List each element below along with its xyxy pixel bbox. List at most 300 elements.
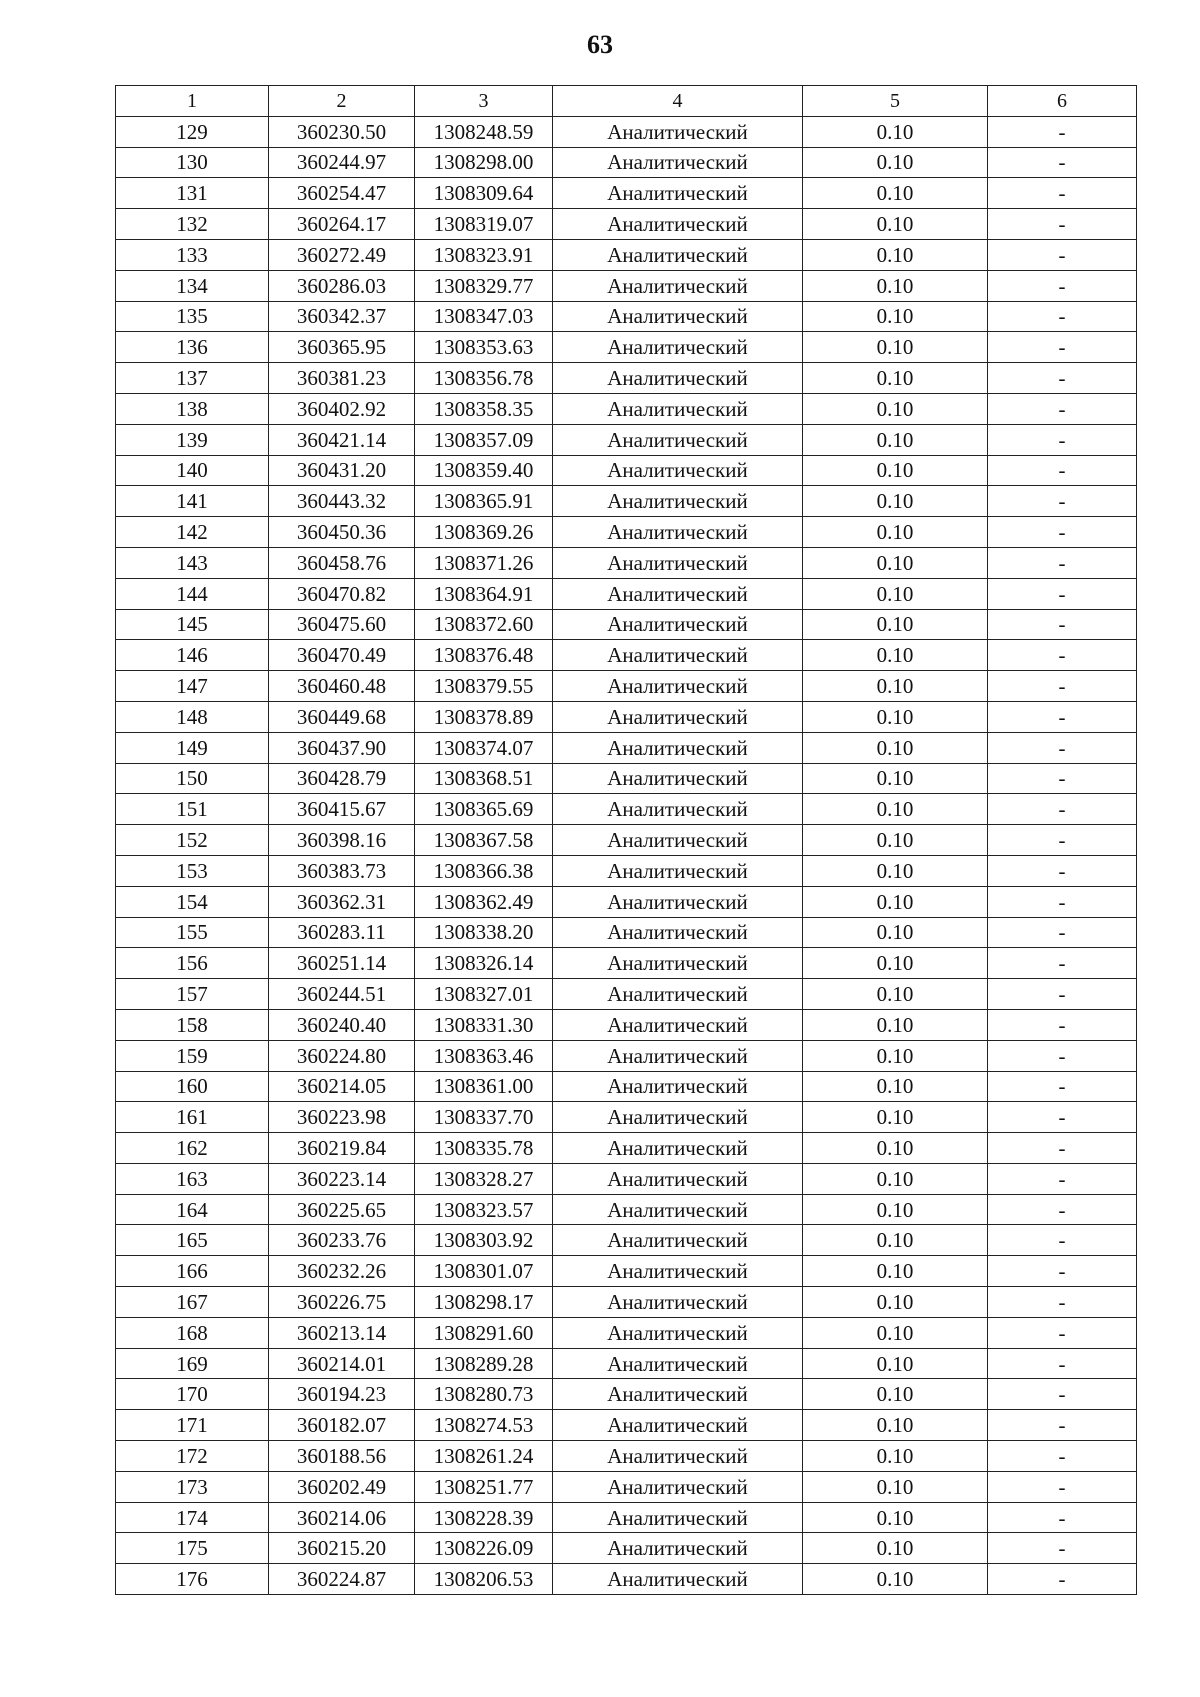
table-row [116, 1317, 1137, 1348]
method-cell: Аналитический [553, 1163, 803, 1194]
column-header-4: 4 [553, 86, 803, 117]
note-cell: - [988, 1410, 1137, 1441]
method-cell: Аналитический [553, 1410, 803, 1441]
point-number-cell: 135 [116, 301, 269, 332]
column-header-6: 6 [988, 86, 1137, 117]
method-cell: Аналитический [553, 855, 803, 886]
accuracy-cell: 0.10 [803, 517, 988, 548]
x-coordinate-cell: 360214.05 [269, 1071, 415, 1102]
x-coordinate-cell: 360230.50 [269, 116, 415, 147]
table-row [116, 1533, 1137, 1564]
note-cell: - [988, 270, 1137, 301]
method-cell: Аналитический [553, 1564, 803, 1595]
y-coordinate-cell: 1308378.89 [415, 701, 553, 732]
y-coordinate-cell: 1308365.91 [415, 486, 553, 517]
table-row [116, 1441, 1137, 1472]
y-coordinate-cell: 1308376.48 [415, 640, 553, 671]
method-cell: Аналитический [553, 825, 803, 856]
note-cell: - [988, 1533, 1137, 1564]
x-coordinate-cell: 360272.49 [269, 239, 415, 270]
accuracy-cell: 0.10 [803, 116, 988, 147]
table-row [116, 1225, 1137, 1256]
x-coordinate-cell: 360215.20 [269, 1533, 415, 1564]
note-cell: - [988, 1471, 1137, 1502]
method-cell: Аналитический [553, 1071, 803, 1102]
x-coordinate-cell: 360365.95 [269, 332, 415, 363]
accuracy-cell: 0.10 [803, 1102, 988, 1133]
y-coordinate-cell: 1308251.77 [415, 1471, 553, 1502]
accuracy-cell: 0.10 [803, 209, 988, 240]
y-coordinate-cell: 1308291.60 [415, 1317, 553, 1348]
table-body [116, 116, 1137, 1594]
table-row [116, 671, 1137, 702]
y-coordinate-cell: 1308366.38 [415, 855, 553, 886]
point-number-cell: 144 [116, 578, 269, 609]
point-number-cell: 159 [116, 1040, 269, 1071]
note-cell: - [988, 1502, 1137, 1533]
table-row [116, 1194, 1137, 1225]
x-coordinate-cell: 360470.82 [269, 578, 415, 609]
point-number-cell: 176 [116, 1564, 269, 1595]
point-number-cell: 145 [116, 609, 269, 640]
point-number-cell: 141 [116, 486, 269, 517]
x-coordinate-cell: 360213.14 [269, 1317, 415, 1348]
y-coordinate-cell: 1308372.60 [415, 609, 553, 640]
point-number-cell: 153 [116, 855, 269, 886]
table-row [116, 732, 1137, 763]
y-coordinate-cell: 1308319.07 [415, 209, 553, 240]
method-cell: Аналитический [553, 270, 803, 301]
table-row [116, 609, 1137, 640]
point-number-cell: 161 [116, 1102, 269, 1133]
x-coordinate-cell: 360415.67 [269, 794, 415, 825]
point-number-cell: 158 [116, 1009, 269, 1040]
x-coordinate-cell: 360398.16 [269, 825, 415, 856]
y-coordinate-cell: 1308309.64 [415, 178, 553, 209]
note-cell: - [988, 393, 1137, 424]
page-number: 63 [587, 30, 613, 59]
accuracy-cell: 0.10 [803, 1194, 988, 1225]
accuracy-cell: 0.10 [803, 270, 988, 301]
note-cell: - [988, 578, 1137, 609]
method-cell: Аналитический [553, 886, 803, 917]
method-cell: Аналитический [553, 609, 803, 640]
method-cell: Аналитический [553, 209, 803, 240]
method-cell: Аналитический [553, 116, 803, 147]
point-number-cell: 146 [116, 640, 269, 671]
x-coordinate-cell: 360226.75 [269, 1287, 415, 1318]
x-coordinate-cell: 360431.20 [269, 455, 415, 486]
x-coordinate-cell: 360381.23 [269, 363, 415, 394]
note-cell: - [988, 825, 1137, 856]
y-coordinate-cell: 1308337.70 [415, 1102, 553, 1133]
y-coordinate-cell: 1308298.00 [415, 147, 553, 178]
x-coordinate-cell: 360194.23 [269, 1379, 415, 1410]
method-cell: Аналитический [553, 1009, 803, 1040]
point-number-cell: 138 [116, 393, 269, 424]
table-row [116, 1009, 1137, 1040]
x-coordinate-cell: 360449.68 [269, 701, 415, 732]
x-coordinate-cell: 360224.80 [269, 1040, 415, 1071]
x-coordinate-cell: 360202.49 [269, 1471, 415, 1502]
method-cell: Аналитический [553, 393, 803, 424]
x-coordinate-cell: 360383.73 [269, 855, 415, 886]
y-coordinate-cell: 1308356.78 [415, 363, 553, 394]
accuracy-cell: 0.10 [803, 178, 988, 209]
y-coordinate-cell: 1308367.58 [415, 825, 553, 856]
x-coordinate-cell: 360254.47 [269, 178, 415, 209]
note-cell: - [988, 1317, 1137, 1348]
x-coordinate-cell: 360342.37 [269, 301, 415, 332]
accuracy-cell: 0.10 [803, 578, 988, 609]
table-row [116, 886, 1137, 917]
point-number-cell: 136 [116, 332, 269, 363]
point-number-cell: 171 [116, 1410, 269, 1441]
y-coordinate-cell: 1308326.14 [415, 948, 553, 979]
y-coordinate-cell: 1308358.35 [415, 393, 553, 424]
accuracy-cell: 0.10 [803, 1225, 988, 1256]
method-cell: Аналитический [553, 1102, 803, 1133]
point-number-cell: 154 [116, 886, 269, 917]
x-coordinate-cell: 360240.40 [269, 1009, 415, 1040]
note-cell: - [988, 547, 1137, 578]
accuracy-cell: 0.10 [803, 825, 988, 856]
point-number-cell: 163 [116, 1163, 269, 1194]
header-row [116, 86, 1137, 117]
method-cell: Аналитический [553, 578, 803, 609]
point-number-cell: 131 [116, 178, 269, 209]
accuracy-cell: 0.10 [803, 239, 988, 270]
x-coordinate-cell: 360188.56 [269, 1441, 415, 1472]
x-coordinate-cell: 360214.01 [269, 1348, 415, 1379]
y-coordinate-cell: 1308323.57 [415, 1194, 553, 1225]
x-coordinate-cell: 360475.60 [269, 609, 415, 640]
table-row [116, 1040, 1137, 1071]
table-row [116, 1471, 1137, 1502]
point-number-cell: 148 [116, 701, 269, 732]
point-number-cell: 156 [116, 948, 269, 979]
accuracy-cell: 0.10 [803, 332, 988, 363]
table-row [116, 1102, 1137, 1133]
y-coordinate-cell: 1308362.49 [415, 886, 553, 917]
note-cell: - [988, 948, 1137, 979]
accuracy-cell: 0.10 [803, 393, 988, 424]
accuracy-cell: 0.10 [803, 794, 988, 825]
x-coordinate-cell: 360283.11 [269, 917, 415, 948]
method-cell: Аналитический [553, 178, 803, 209]
table-row [116, 393, 1137, 424]
accuracy-cell: 0.10 [803, 1317, 988, 1348]
accuracy-cell: 0.10 [803, 701, 988, 732]
table-row [116, 178, 1137, 209]
accuracy-cell: 0.10 [803, 886, 988, 917]
table-row [116, 763, 1137, 794]
method-cell: Аналитический [553, 455, 803, 486]
y-coordinate-cell: 1308335.78 [415, 1133, 553, 1164]
table-row [116, 1163, 1137, 1194]
method-cell: Аналитический [553, 948, 803, 979]
accuracy-cell: 0.10 [803, 486, 988, 517]
y-coordinate-cell: 1308261.24 [415, 1441, 553, 1472]
method-cell: Аналитический [553, 239, 803, 270]
point-number-cell: 132 [116, 209, 269, 240]
y-coordinate-cell: 1308280.73 [415, 1379, 553, 1410]
table-row [116, 209, 1137, 240]
note-cell: - [988, 209, 1137, 240]
x-coordinate-cell: 360232.26 [269, 1256, 415, 1287]
point-number-cell: 167 [116, 1287, 269, 1318]
accuracy-cell: 0.10 [803, 1256, 988, 1287]
y-coordinate-cell: 1308329.77 [415, 270, 553, 301]
note-cell: - [988, 1348, 1137, 1379]
y-coordinate-cell: 1308374.07 [415, 732, 553, 763]
table-row [116, 794, 1137, 825]
method-cell: Аналитический [553, 1348, 803, 1379]
note-cell: - [988, 1071, 1137, 1102]
accuracy-cell: 0.10 [803, 1040, 988, 1071]
note-cell: - [988, 1102, 1137, 1133]
point-number-cell: 175 [116, 1533, 269, 1564]
method-cell: Аналитический [553, 147, 803, 178]
note-cell: - [988, 701, 1137, 732]
method-cell: Аналитический [553, 917, 803, 948]
column-header-1: 1 [116, 86, 269, 117]
x-coordinate-cell: 360450.36 [269, 517, 415, 548]
accuracy-cell: 0.10 [803, 1379, 988, 1410]
point-number-cell: 170 [116, 1379, 269, 1410]
point-number-cell: 137 [116, 363, 269, 394]
table-row [116, 455, 1137, 486]
note-cell: - [988, 1194, 1137, 1225]
note-cell: - [988, 332, 1137, 363]
point-number-cell: 130 [116, 147, 269, 178]
note-cell: - [988, 1379, 1137, 1410]
point-number-cell: 134 [116, 270, 269, 301]
x-coordinate-cell: 360224.87 [269, 1564, 415, 1595]
accuracy-cell: 0.10 [803, 1502, 988, 1533]
table-row [116, 270, 1137, 301]
x-coordinate-cell: 360223.98 [269, 1102, 415, 1133]
note-cell: - [988, 1441, 1137, 1472]
point-number-cell: 166 [116, 1256, 269, 1287]
table-row [116, 1256, 1137, 1287]
x-coordinate-cell: 360244.97 [269, 147, 415, 178]
method-cell: Аналитический [553, 547, 803, 578]
note-cell: - [988, 1009, 1137, 1040]
method-cell: Аналитический [553, 794, 803, 825]
x-coordinate-cell: 360182.07 [269, 1410, 415, 1441]
x-coordinate-cell: 360244.51 [269, 979, 415, 1010]
note-cell: - [988, 1133, 1137, 1164]
accuracy-cell: 0.10 [803, 455, 988, 486]
column-header-2: 2 [269, 86, 415, 117]
note-cell: - [988, 609, 1137, 640]
x-coordinate-cell: 360219.84 [269, 1133, 415, 1164]
table-row [116, 239, 1137, 270]
y-coordinate-cell: 1308226.09 [415, 1533, 553, 1564]
note-cell: - [988, 1040, 1137, 1071]
note-cell: - [988, 116, 1137, 147]
point-number-cell: 143 [116, 547, 269, 578]
x-coordinate-cell: 360264.17 [269, 209, 415, 240]
y-coordinate-cell: 1308353.63 [415, 332, 553, 363]
point-number-cell: 150 [116, 763, 269, 794]
point-number-cell: 140 [116, 455, 269, 486]
accuracy-cell: 0.10 [803, 1348, 988, 1379]
note-cell: - [988, 886, 1137, 917]
y-coordinate-cell: 1308328.27 [415, 1163, 553, 1194]
method-cell: Аналитический [553, 1471, 803, 1502]
method-cell: Аналитический [553, 1379, 803, 1410]
y-coordinate-cell: 1308298.17 [415, 1287, 553, 1318]
accuracy-cell: 0.10 [803, 763, 988, 794]
note-cell: - [988, 178, 1137, 209]
note-cell: - [988, 455, 1137, 486]
note-cell: - [988, 979, 1137, 1010]
method-cell: Аналитический [553, 1040, 803, 1071]
table-row [116, 825, 1137, 856]
accuracy-cell: 0.10 [803, 948, 988, 979]
y-coordinate-cell: 1308323.91 [415, 239, 553, 270]
method-cell: Аналитический [553, 701, 803, 732]
point-number-cell: 172 [116, 1441, 269, 1472]
accuracy-cell: 0.10 [803, 671, 988, 702]
table-row [116, 424, 1137, 455]
column-header-5: 5 [803, 86, 988, 117]
y-coordinate-cell: 1308206.53 [415, 1564, 553, 1595]
method-cell: Аналитический [553, 1133, 803, 1164]
table-row [116, 363, 1137, 394]
note-cell: - [988, 640, 1137, 671]
table-row [116, 1287, 1137, 1318]
table-row [116, 979, 1137, 1010]
x-coordinate-cell: 360437.90 [269, 732, 415, 763]
accuracy-cell: 0.10 [803, 301, 988, 332]
point-number-cell: 162 [116, 1133, 269, 1164]
note-cell: - [988, 239, 1137, 270]
note-cell: - [988, 763, 1137, 794]
note-cell: - [988, 1256, 1137, 1287]
point-number-cell: 139 [116, 424, 269, 455]
table-row [116, 578, 1137, 609]
accuracy-cell: 0.10 [803, 640, 988, 671]
method-cell: Аналитический [553, 1441, 803, 1472]
y-coordinate-cell: 1308228.39 [415, 1502, 553, 1533]
method-cell: Аналитический [553, 301, 803, 332]
table-row [116, 1133, 1137, 1164]
table-row [116, 332, 1137, 363]
method-cell: Аналитический [553, 332, 803, 363]
accuracy-cell: 0.10 [803, 855, 988, 886]
x-coordinate-cell: 360402.92 [269, 393, 415, 424]
x-coordinate-cell: 360286.03 [269, 270, 415, 301]
method-cell: Аналитический [553, 1317, 803, 1348]
accuracy-cell: 0.10 [803, 1287, 988, 1318]
table-row [116, 116, 1137, 147]
column-header-3: 3 [415, 86, 553, 117]
y-coordinate-cell: 1308379.55 [415, 671, 553, 702]
method-cell: Аналитический [553, 1502, 803, 1533]
x-coordinate-cell: 360214.06 [269, 1502, 415, 1533]
point-number-cell: 168 [116, 1317, 269, 1348]
x-coordinate-cell: 360470.49 [269, 640, 415, 671]
x-coordinate-cell: 360233.76 [269, 1225, 415, 1256]
table-row [116, 1410, 1137, 1441]
note-cell: - [988, 671, 1137, 702]
accuracy-cell: 0.10 [803, 1133, 988, 1164]
accuracy-cell: 0.10 [803, 609, 988, 640]
y-coordinate-cell: 1308363.46 [415, 1040, 553, 1071]
x-coordinate-cell: 360460.48 [269, 671, 415, 702]
accuracy-cell: 0.10 [803, 1533, 988, 1564]
point-number-cell: 149 [116, 732, 269, 763]
method-cell: Аналитический [553, 363, 803, 394]
accuracy-cell: 0.10 [803, 1441, 988, 1472]
table-row [116, 301, 1137, 332]
y-coordinate-cell: 1308357.09 [415, 424, 553, 455]
method-cell: Аналитический [553, 424, 803, 455]
note-cell: - [988, 1225, 1137, 1256]
table-row [116, 547, 1137, 578]
method-cell: Аналитический [553, 1533, 803, 1564]
note-cell: - [988, 1564, 1137, 1595]
point-number-cell: 169 [116, 1348, 269, 1379]
method-cell: Аналитический [553, 1256, 803, 1287]
y-coordinate-cell: 1308289.28 [415, 1348, 553, 1379]
table-row [116, 1502, 1137, 1533]
y-coordinate-cell: 1308369.26 [415, 517, 553, 548]
accuracy-cell: 0.10 [803, 1071, 988, 1102]
note-cell: - [988, 1287, 1137, 1318]
method-cell: Аналитический [553, 1194, 803, 1225]
y-coordinate-cell: 1308347.03 [415, 301, 553, 332]
note-cell: - [988, 486, 1137, 517]
x-coordinate-cell: 360362.31 [269, 886, 415, 917]
table-row [116, 948, 1137, 979]
method-cell: Аналитический [553, 486, 803, 517]
x-coordinate-cell: 360443.32 [269, 486, 415, 517]
x-coordinate-cell: 360225.65 [269, 1194, 415, 1225]
y-coordinate-cell: 1308365.69 [415, 794, 553, 825]
method-cell: Аналитический [553, 732, 803, 763]
method-cell: Аналитический [553, 1287, 803, 1318]
y-coordinate-cell: 1308364.91 [415, 578, 553, 609]
point-number-cell: 142 [116, 517, 269, 548]
point-number-cell: 157 [116, 979, 269, 1010]
y-coordinate-cell: 1308248.59 [415, 116, 553, 147]
method-cell: Аналитический [553, 763, 803, 794]
coordinates-table [115, 85, 1137, 1595]
accuracy-cell: 0.10 [803, 1163, 988, 1194]
table-row [116, 147, 1137, 178]
table-row [116, 486, 1137, 517]
table-row [116, 855, 1137, 886]
note-cell: - [988, 732, 1137, 763]
x-coordinate-cell: 360251.14 [269, 948, 415, 979]
table-row [116, 517, 1137, 548]
note-cell: - [988, 855, 1137, 886]
accuracy-cell: 0.10 [803, 547, 988, 578]
y-coordinate-cell: 1308327.01 [415, 979, 553, 1010]
table-row [116, 1071, 1137, 1102]
y-coordinate-cell: 1308303.92 [415, 1225, 553, 1256]
note-cell: - [988, 147, 1137, 178]
accuracy-cell: 0.10 [803, 979, 988, 1010]
note-cell: - [988, 917, 1137, 948]
point-number-cell: 173 [116, 1471, 269, 1502]
y-coordinate-cell: 1308274.53 [415, 1410, 553, 1441]
accuracy-cell: 0.10 [803, 1410, 988, 1441]
